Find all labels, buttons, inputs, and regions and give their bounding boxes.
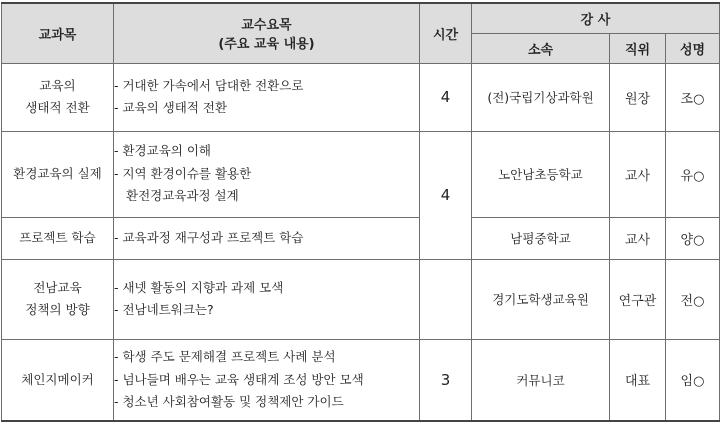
content-line: - 학생 주도 문제해결 프로젝트 사례 분석 <box>114 349 336 364</box>
name-cell: 임○ <box>666 339 720 421</box>
header-subject: 교과목 <box>2 3 114 63</box>
position-cell: 대표 <box>610 339 666 421</box>
name-cell: 전○ <box>666 259 720 339</box>
org-cell: (전)국립기상과학원 <box>472 63 610 131</box>
header-content <box>114 3 420 63</box>
content-line: - 환경교육의 이해 <box>114 143 211 159</box>
hours-cell: 4 <box>420 63 472 131</box>
position-cell: 교사 <box>610 217 666 259</box>
org-cell: 남평중학교 <box>472 217 610 259</box>
content-line: - 넘나들며 배우는 교육 생태계 조성 방안 모색 <box>114 371 364 387</box>
header-name: 성명 <box>666 33 720 63</box>
position-cell: 원장 <box>610 63 666 131</box>
name-cell: 양○ <box>666 217 720 259</box>
org-cell: 커뮤니코 <box>472 339 610 421</box>
subject-line: 전남교육 <box>33 280 82 295</box>
header-hours: 시간 <box>420 3 472 63</box>
subject-cell <box>2 63 114 131</box>
name-cell: 조○ <box>666 63 720 131</box>
table-row <box>2 63 720 131</box>
subject-cell: 체인지메이커 <box>2 339 114 421</box>
content-cell <box>114 339 420 421</box>
hours-cell <box>420 259 472 339</box>
hours-cell: 4 <box>420 131 472 259</box>
table-row <box>2 259 720 339</box>
content-line: - 청소년 사회참여활동 및 정책제안 가이드 <box>114 394 344 409</box>
content-cell <box>114 63 420 131</box>
header-lecturer: 강 사 <box>472 3 720 33</box>
content-line: - 전남네트워크는? <box>114 302 214 317</box>
table-row <box>2 339 720 421</box>
content-line: - 거대한 가속에서 담대한 전환으로 <box>114 77 304 93</box>
content-line: - 지역 환경이슈를 활용한 <box>114 165 252 181</box>
header-org: 소속 <box>472 33 610 63</box>
header-content-sub: (주요 교육 내용) <box>218 37 315 53</box>
position-cell: 연구관 <box>610 259 666 339</box>
subject-cell <box>2 259 114 339</box>
subject-line: 정책의 방향 <box>25 302 90 317</box>
hours-cell: 3 <box>420 339 472 421</box>
subject-cell: 프로젝트 학습 <box>2 217 114 259</box>
content-line: 환전경교육과정 설계 <box>126 188 239 204</box>
curriculum-table <box>1 2 720 422</box>
content-cell <box>114 217 420 259</box>
content-line: - 새넷 활동의 지향과 과제 모색 <box>114 279 284 295</box>
content-cell <box>114 259 420 339</box>
position-cell: 교사 <box>610 131 666 217</box>
subject-line: 생태적 전환 <box>25 100 90 115</box>
content-cell <box>114 131 420 217</box>
header-content-title: 교수요목 <box>241 18 292 34</box>
name-cell: 유○ <box>666 131 720 217</box>
org-cell: 노안남초등학교 <box>472 131 610 217</box>
table-row <box>2 217 720 259</box>
content-line: - 교육과정 재구성과 프로젝트 학습 <box>114 229 304 245</box>
subject-cell: 환경교육의 실제 <box>2 131 114 217</box>
header-position: 직위 <box>610 33 666 63</box>
content-line: - 교육의 생태적 전환 <box>114 100 228 115</box>
table-row <box>2 131 720 217</box>
subject-line: 교육의 <box>39 78 76 93</box>
org-cell: 경기도학생교육원 <box>472 259 610 339</box>
